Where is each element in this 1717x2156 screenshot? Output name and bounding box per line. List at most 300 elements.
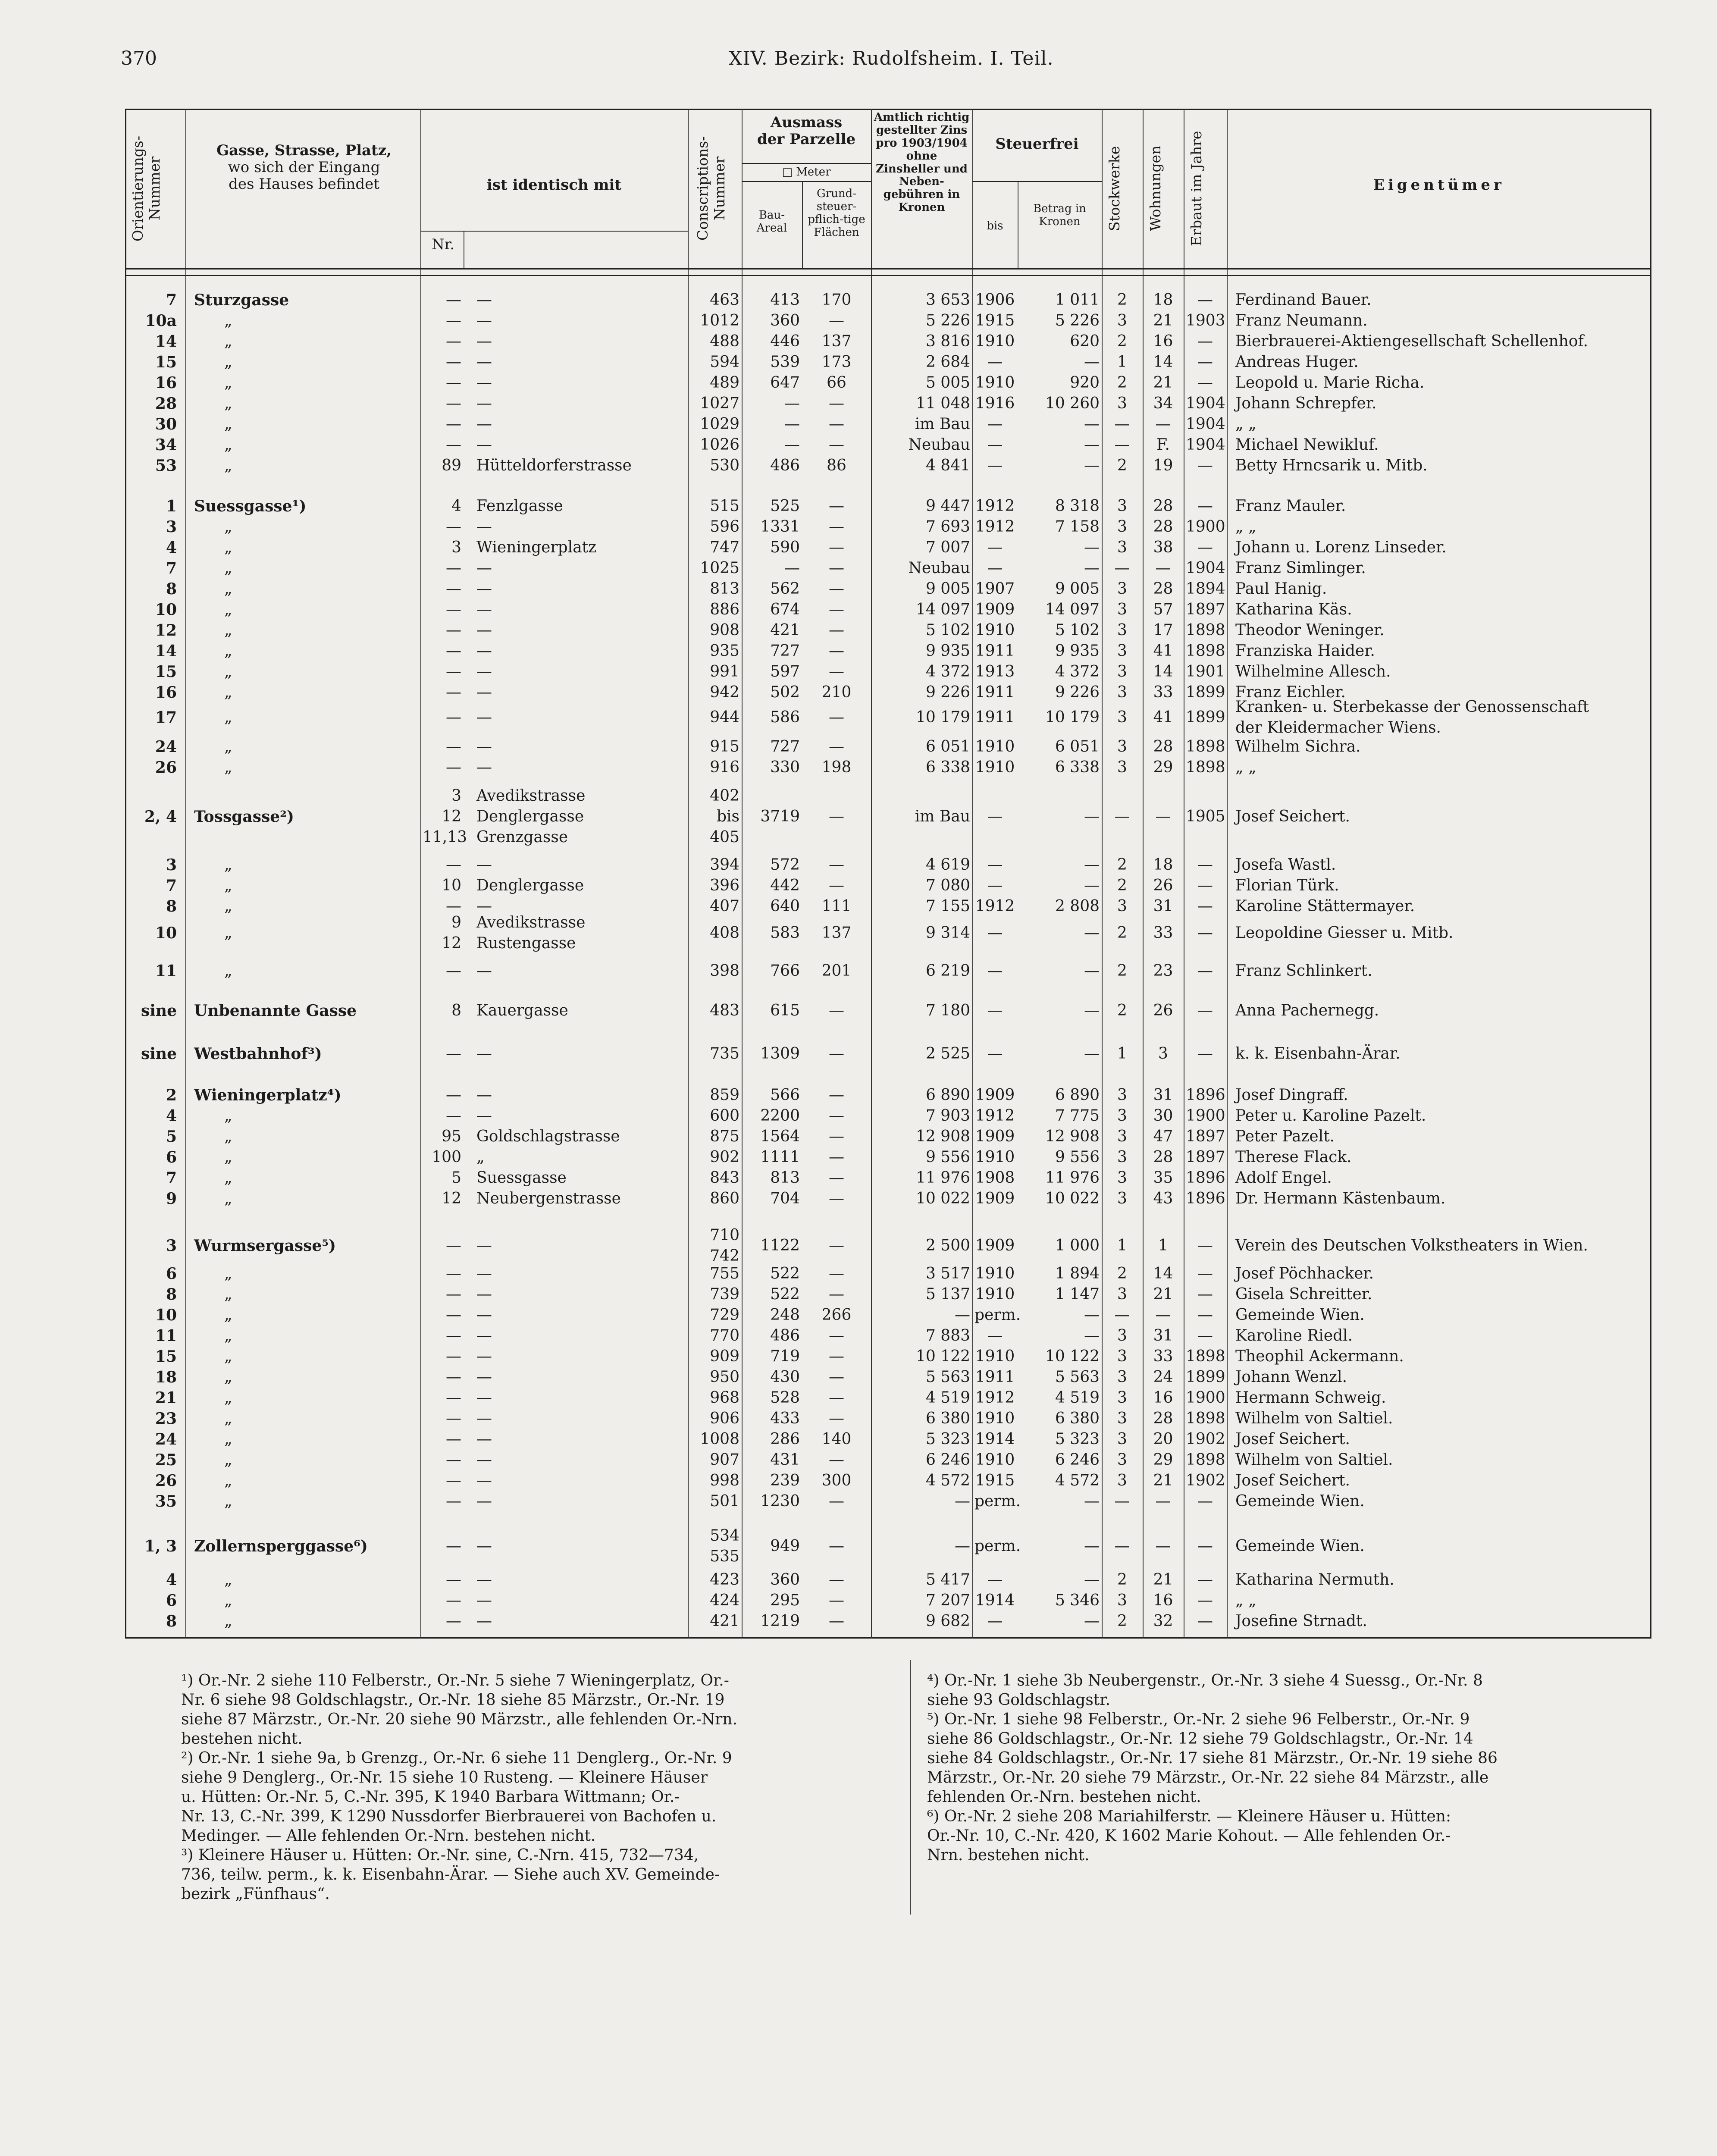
cell-bis: —: [987, 877, 1003, 894]
cell-street: „: [224, 708, 232, 726]
cell-zins: 3 816: [925, 332, 970, 350]
table-row: [125, 1263, 1651, 1284]
cell-conscr: 902: [710, 1148, 739, 1166]
cell-wo: 24: [1153, 1368, 1173, 1386]
cell-nr: —: [446, 1348, 461, 1365]
cell-er: 1898: [1186, 758, 1225, 776]
cell-or: 26: [155, 758, 177, 777]
cell-owner: Wilhelmine Allesch.: [1235, 663, 1391, 680]
cell-ident: —: [476, 1368, 492, 1386]
cell-bau: 528: [770, 1389, 800, 1407]
cell-conscr: 739: [710, 1285, 739, 1303]
cell-nr: —: [446, 312, 461, 329]
cell-or: 6: [166, 1148, 177, 1166]
cell-conscr: 909: [710, 1348, 739, 1365]
cell-or: 34: [155, 436, 177, 454]
table-row: [125, 290, 1651, 310]
cell-zins: —: [955, 1537, 970, 1555]
cell-conscr: 710 742: [710, 1226, 739, 1265]
cell-ident: —: [476, 1410, 492, 1427]
cell-grund: —: [829, 1148, 844, 1166]
cell-betrag: 1 011: [1055, 291, 1100, 309]
cell-nr: 95: [442, 1128, 461, 1145]
cell-nr: —: [446, 1368, 461, 1386]
cell-bau: 597: [770, 663, 800, 680]
cell-ident: Goldschlagstrasse: [476, 1128, 620, 1145]
cell-grund: —: [829, 1285, 844, 1303]
cell-st: 3: [1117, 1348, 1127, 1365]
cell-st: 3: [1117, 1327, 1127, 1344]
cell-bis: 1909: [975, 1237, 1015, 1254]
cell-betrag: —: [1084, 1002, 1100, 1019]
cell-bis: 1910: [975, 738, 1015, 755]
cell-bis: 1909: [975, 1190, 1015, 1207]
cell-or: 7: [166, 1169, 177, 1187]
cell-betrag: 5 346: [1055, 1592, 1100, 1609]
cell-street: „: [224, 559, 232, 577]
cell-st: 2: [1117, 332, 1127, 350]
cell-er: —: [1197, 1612, 1213, 1630]
cell-bis: 1910: [975, 1148, 1015, 1166]
cell-ident: —: [476, 1306, 492, 1324]
cell-wo: 38: [1153, 539, 1173, 556]
cell-st: 3: [1117, 1190, 1127, 1207]
cell-or: 2: [166, 1086, 177, 1104]
cell-nr: —: [446, 374, 461, 392]
cell-street: „: [224, 539, 232, 556]
cell-grund: —: [829, 1571, 844, 1589]
cell-betrag: —: [1084, 436, 1100, 454]
col-steuerfrei: Steuerfrei: [995, 135, 1079, 153]
cell-betrag: 2 808: [1055, 897, 1100, 915]
cell-grund: —: [829, 1537, 844, 1555]
cell-conscr: 950: [710, 1368, 739, 1386]
cell-er: 1899: [1186, 708, 1225, 726]
cell-or: 5: [166, 1128, 177, 1146]
cell-ident: —: [476, 1285, 492, 1303]
cell-street: Suessgasse¹): [194, 497, 307, 515]
cell-nr: 12: [442, 1190, 461, 1207]
cell-nr: —: [446, 1237, 461, 1254]
cell-bis: 1914: [975, 1430, 1015, 1448]
table-row: [125, 1527, 1651, 1565]
cell-ident: —: [476, 395, 492, 412]
cell-or: 24: [155, 1430, 177, 1448]
cell-conscr: 998: [710, 1472, 739, 1489]
cell-nr: 89: [442, 457, 461, 474]
cell-owner: Therese Flack.: [1235, 1148, 1352, 1166]
cell-street: „: [224, 621, 232, 639]
cell-st: 3: [1117, 518, 1127, 536]
cell-wo: 31: [1153, 1086, 1173, 1104]
cell-owner: k. k. Eisenbahn-Ärar.: [1235, 1045, 1401, 1062]
cell-grund: —: [829, 1451, 844, 1469]
cell-zins: 14 097: [916, 601, 970, 618]
cell-er: 1897: [1186, 1148, 1225, 1166]
footnote-line: Nrn. bestehen nicht.: [927, 1846, 1090, 1864]
cell-zins: 10 022: [916, 1190, 970, 1207]
cell-ident: —: [476, 1348, 492, 1365]
cell-st: 2: [1117, 1265, 1127, 1282]
cell-bau: 525: [770, 497, 800, 515]
cell-nr: —: [446, 1086, 461, 1104]
cell-betrag: —: [1084, 1612, 1100, 1630]
cell-st: 3: [1117, 738, 1127, 755]
cell-bis: 1915: [975, 312, 1015, 329]
cell-grund: —: [829, 1045, 844, 1062]
cell-street: „: [224, 580, 232, 598]
table-row: [125, 1470, 1651, 1491]
cell-nr: —: [446, 415, 461, 433]
cell-betrag: 8 318: [1055, 497, 1100, 515]
table-row: [125, 1346, 1651, 1367]
cell-owner: „ „: [1235, 1592, 1256, 1609]
cell-zins: 5 226: [925, 312, 970, 329]
cell-ident: —: [476, 758, 492, 776]
table-row: [125, 1570, 1651, 1590]
cell-er: —: [1197, 332, 1213, 350]
cell-st: 3: [1117, 683, 1127, 701]
cell-grund: —: [829, 808, 844, 825]
cell-ident: —: [476, 708, 492, 726]
cell-bis: 1911: [975, 683, 1015, 701]
cell-wo: 18: [1153, 291, 1173, 309]
table-row: [125, 914, 1651, 952]
cell-grund: 111: [821, 897, 852, 915]
cell-betrag: —: [1084, 457, 1100, 474]
cell-owner: Josef Pöchhacker.: [1235, 1265, 1374, 1282]
cell-bis: perm.: [974, 1492, 1021, 1510]
cell-street: Sturzgasse: [194, 291, 289, 309]
cell-nr: —: [446, 642, 461, 660]
cell-or: 11: [155, 1327, 177, 1345]
cell-st: 1: [1117, 353, 1127, 371]
cell-wo: 41: [1153, 708, 1173, 726]
cell-or: 17: [155, 708, 177, 727]
cell-wo: 31: [1153, 897, 1173, 915]
cell-nr: —: [446, 601, 461, 618]
cell-zins: 2 684: [925, 353, 970, 371]
cell-street: „: [224, 1148, 232, 1166]
cell-zins: 10 122: [916, 1348, 970, 1365]
cell-bis: 1908: [975, 1169, 1015, 1187]
cell-or: 8: [166, 897, 177, 915]
cell-nr: —: [446, 897, 461, 915]
cell-owner: Gisela Schreitter.: [1235, 1285, 1372, 1303]
cell-ident: —: [476, 601, 492, 618]
cell-conscr: 875: [710, 1128, 739, 1145]
cell-or: 11: [155, 962, 177, 980]
cell-bau: 566: [770, 1086, 800, 1104]
cell-er: —: [1197, 291, 1213, 309]
cell-wo: 34: [1153, 395, 1173, 412]
cell-grund: —: [829, 1169, 844, 1187]
cell-street: „: [224, 415, 232, 433]
cell-owner: Josef Seichert.: [1235, 1472, 1350, 1489]
cell-or: 24: [155, 738, 177, 756]
cell-ident: —: [476, 1430, 492, 1448]
cell-betrag: 1 000: [1055, 1237, 1100, 1254]
cell-zins: 4 619: [925, 856, 970, 874]
cell-bis: —: [987, 436, 1003, 454]
cell-bau: 1309: [760, 1045, 800, 1062]
cell-bis: 1910: [975, 758, 1015, 776]
col-zins: Amtlich richtig gestellter Zins pro 1903/1904 ohne Zinsheller und Neben-gebühren in Kronen: [874, 111, 970, 214]
cell-nr: —: [446, 1537, 461, 1555]
cell-or: 1: [166, 497, 177, 515]
cell-er: —: [1197, 1592, 1213, 1609]
cell-zins: 7 207: [925, 1592, 970, 1609]
cell-er: —: [1197, 856, 1213, 874]
cell-ident: Hütteldorferstrasse: [476, 457, 632, 474]
cell-owner: Michael Newikluf.: [1235, 436, 1379, 454]
cell-bis: —: [987, 1002, 1003, 1019]
cell-owner: Josefine Strnadt.: [1235, 1612, 1367, 1630]
cell-conscr: 915: [710, 738, 739, 755]
cell-bau: 562: [770, 580, 800, 598]
cell-st: 2: [1117, 374, 1127, 392]
cell-wo: —: [1155, 1306, 1171, 1324]
cell-or: 8: [166, 1285, 177, 1304]
cell-nr: —: [446, 1592, 461, 1609]
cell-st: 3: [1117, 642, 1127, 660]
cell-nr: —: [446, 1430, 461, 1448]
cell-or: 12: [155, 621, 177, 639]
cell-owner: Dr. Hermann Kästenbaum.: [1235, 1190, 1446, 1207]
col-or-nr: Orientierungs-Nummer: [129, 135, 163, 241]
cell-wo: 17: [1153, 621, 1173, 639]
cell-ident: Kauergasse: [476, 1002, 568, 1019]
cell-wo: 28: [1153, 518, 1173, 536]
cell-owner: Katharina Käs.: [1235, 601, 1352, 618]
cell-er: 1902: [1186, 1472, 1225, 1489]
cell-st: 3: [1117, 580, 1127, 598]
cell-bau: 360: [770, 312, 800, 329]
cell-er: 1904: [1186, 415, 1225, 433]
table-row: [125, 393, 1651, 414]
cell-wo: 26: [1153, 1002, 1173, 1019]
cell-bau: 330: [770, 758, 800, 776]
cell-bau: 248: [770, 1306, 800, 1324]
cell-grund: —: [829, 621, 844, 639]
cell-bis: —: [987, 1571, 1003, 1589]
cell-owner: Kranken- u. Sterbekasse der Genossenschaft der Kleidermacher Wiens.: [1235, 698, 1589, 736]
cell-er: 1904: [1186, 559, 1225, 577]
cell-st: 3: [1117, 1368, 1127, 1386]
cell-bau: 719: [770, 1348, 800, 1365]
cell-or: 26: [155, 1472, 177, 1490]
cell-bis: 1911: [975, 1368, 1015, 1386]
cell-zins: 2 500: [925, 1237, 970, 1254]
cell-or: 1, 3: [144, 1537, 177, 1555]
cell-owner: Katharina Nermuth.: [1235, 1571, 1394, 1589]
cell-betrag: 7 775: [1055, 1107, 1100, 1125]
cell-zins: 3 653: [925, 291, 970, 309]
table-row: [125, 331, 1651, 352]
table-row: [125, 1450, 1651, 1470]
cell-bau: —: [784, 415, 800, 433]
cell-owner: Leopoldine Giesser u. Mitb.: [1235, 924, 1454, 942]
cell-betrag: —: [1084, 856, 1100, 874]
cell-bau: 239: [770, 1472, 800, 1489]
cell-bis: 1912: [975, 497, 1015, 515]
cell-er: 1898: [1186, 738, 1225, 755]
cell-bis: —: [987, 353, 1003, 371]
col-betrag: Betrag in Kronen: [1033, 202, 1086, 228]
cell-er: 1903: [1186, 312, 1225, 329]
cell-zins: 2 525: [925, 1045, 970, 1062]
cell-nr: 9 12: [442, 914, 461, 952]
cell-er: —: [1197, 1002, 1213, 1019]
cell-st: 3: [1117, 1148, 1127, 1166]
cell-ident: —: [476, 1571, 492, 1589]
cell-betrag: 5 563: [1055, 1368, 1100, 1386]
cell-conscr: 770: [710, 1327, 739, 1344]
cell-grund: —: [829, 601, 844, 618]
cell-street: „: [224, 1306, 232, 1324]
cell-nr: —: [446, 1285, 461, 1303]
cell-bis: 1910: [975, 332, 1015, 350]
cell-ident: Avedikstrasse Denglergasse Grenzgasse: [476, 787, 586, 846]
cell-ident: Fenzlgasse: [476, 497, 563, 515]
cell-ident: —: [476, 291, 492, 309]
cell-conscr: 463: [710, 291, 739, 309]
cell-betrag: 5 102: [1055, 621, 1100, 639]
cell-conscr: 398: [710, 962, 739, 980]
cell-wo: F.: [1156, 436, 1170, 454]
cell-st: 1: [1117, 1237, 1127, 1254]
cell-ident: Wieningerplatz: [476, 539, 597, 556]
cell-betrag: 10 122: [1045, 1348, 1100, 1365]
cell-conscr: 729: [710, 1306, 739, 1324]
cell-or: 3: [166, 856, 177, 874]
cell-wo: 43: [1153, 1190, 1173, 1207]
footnote-line: bezirk „Fünfhaus“.: [181, 1885, 330, 1903]
cell-st: 3: [1117, 1086, 1127, 1104]
col-identical: ist identisch mit: [486, 176, 622, 194]
cell-bau: 1111: [760, 1148, 800, 1166]
cell-or: 10: [155, 924, 177, 942]
cell-or: 35: [155, 1492, 177, 1510]
cell-zins: 4 572: [925, 1472, 970, 1489]
cell-grund: —: [829, 738, 844, 755]
cell-owner: Ferdinand Bauer.: [1235, 291, 1372, 309]
cell-er: 1900: [1186, 518, 1225, 536]
cell-er: 1900: [1186, 1107, 1225, 1125]
cell-bau: 2200: [760, 1107, 800, 1125]
cell-betrag: 9 226: [1055, 683, 1100, 701]
cell-betrag: 620: [1070, 332, 1100, 350]
col-bau-areal: Bau-Areal: [756, 209, 787, 235]
cell-zins: 5 102: [925, 621, 970, 639]
cell-or: 16: [155, 683, 177, 702]
cell-conscr: 600: [710, 1107, 739, 1125]
table-row: [125, 1085, 1651, 1106]
cell-wo: 16: [1153, 332, 1173, 350]
cell-conscr: 886: [710, 601, 739, 618]
cell-or: 8: [166, 580, 177, 598]
cell-owner: Wilhelm von Saltiel.: [1235, 1410, 1393, 1427]
cell-conscr: 394: [710, 856, 739, 874]
cell-owner: Florian Türk.: [1235, 877, 1339, 894]
cell-or: 21: [155, 1389, 177, 1407]
cell-betrag: —: [1084, 1306, 1100, 1324]
cell-zins: 9 682: [925, 1612, 970, 1630]
cell-owner: Peter u. Karoline Pazelt.: [1235, 1107, 1426, 1125]
cell-street: „: [224, 353, 232, 371]
cell-nr: —: [446, 353, 461, 371]
cell-owner: Franz Eichler.: [1235, 683, 1346, 701]
cell-nr: —: [446, 332, 461, 350]
cell-er: —: [1197, 539, 1213, 556]
footnote-line: ⁶) Or.-Nr. 2 siehe 208 Mariahilferstr. — Kleinere Häuser u. Hütten:: [927, 1808, 1451, 1825]
cell-street: „: [224, 738, 232, 755]
table-row: [125, 1168, 1651, 1188]
cell-er: 1898: [1186, 1410, 1225, 1427]
cell-bis: —: [987, 539, 1003, 556]
footnote-line: bestehen nicht.: [181, 1730, 303, 1748]
cell-street: „: [224, 1348, 232, 1365]
cell-grund: —: [829, 497, 844, 515]
cell-grund: —: [829, 877, 844, 894]
cell-wo: —: [1155, 1537, 1171, 1555]
cell-nr: —: [446, 1571, 461, 1589]
table-row: [125, 1326, 1651, 1346]
cell-grund: —: [829, 559, 844, 577]
table-row: [125, 1226, 1651, 1265]
cell-street: Wurmsergasse⁵): [194, 1237, 336, 1255]
col-conscr: Conscriptions-Nummer: [694, 136, 728, 241]
cell-bau: 1564: [760, 1128, 800, 1145]
cell-betrag: 11 976: [1045, 1169, 1100, 1187]
cell-conscr: 534 535: [710, 1527, 739, 1565]
cell-grund: —: [829, 1389, 844, 1407]
cell-grund: —: [829, 395, 844, 412]
cell-or: 8: [166, 1612, 177, 1630]
cell-street: „: [224, 1472, 232, 1489]
cell-wo: 1: [1158, 1237, 1168, 1254]
cell-wo: 28: [1153, 1410, 1173, 1427]
cell-betrag: —: [1084, 808, 1100, 825]
cell-street: „: [224, 1410, 232, 1427]
cell-er: —: [1197, 1327, 1213, 1344]
cell-er: 1894: [1186, 580, 1225, 598]
cell-street: Wieningerplatz⁴): [194, 1086, 342, 1104]
table-row: [125, 579, 1651, 599]
cell-street: „: [224, 1128, 232, 1145]
cell-nr: 4: [451, 497, 461, 515]
cell-ident: —: [476, 1107, 492, 1125]
cell-conscr: 935: [710, 642, 739, 660]
cell-st: —: [1114, 1537, 1130, 1555]
cell-bis: perm.: [974, 1537, 1021, 1555]
cell-nr: —: [446, 1410, 461, 1427]
cell-bau: 1230: [760, 1492, 800, 1510]
cell-er: 1896: [1186, 1190, 1225, 1207]
col-meter: □ Meter: [782, 166, 831, 179]
cell-bau: 1331: [760, 518, 800, 536]
cell-conscr: 907: [710, 1451, 739, 1469]
cell-betrag: 6 246: [1055, 1451, 1100, 1469]
cell-st: 2: [1117, 1002, 1127, 1019]
cell-or: 14: [155, 642, 177, 660]
table-row: [125, 1367, 1651, 1388]
cell-ident: —: [476, 642, 492, 660]
cell-zins: 7 080: [925, 877, 970, 894]
footnote-line: ⁵) Or.-Nr. 1 siehe 98 Felberstr., Or.-Nr. 2 siehe 96 Felberstr., Or.-Nr. 9: [927, 1711, 1470, 1728]
cell-bis: —: [987, 808, 1003, 825]
cell-bau: 590: [770, 539, 800, 556]
